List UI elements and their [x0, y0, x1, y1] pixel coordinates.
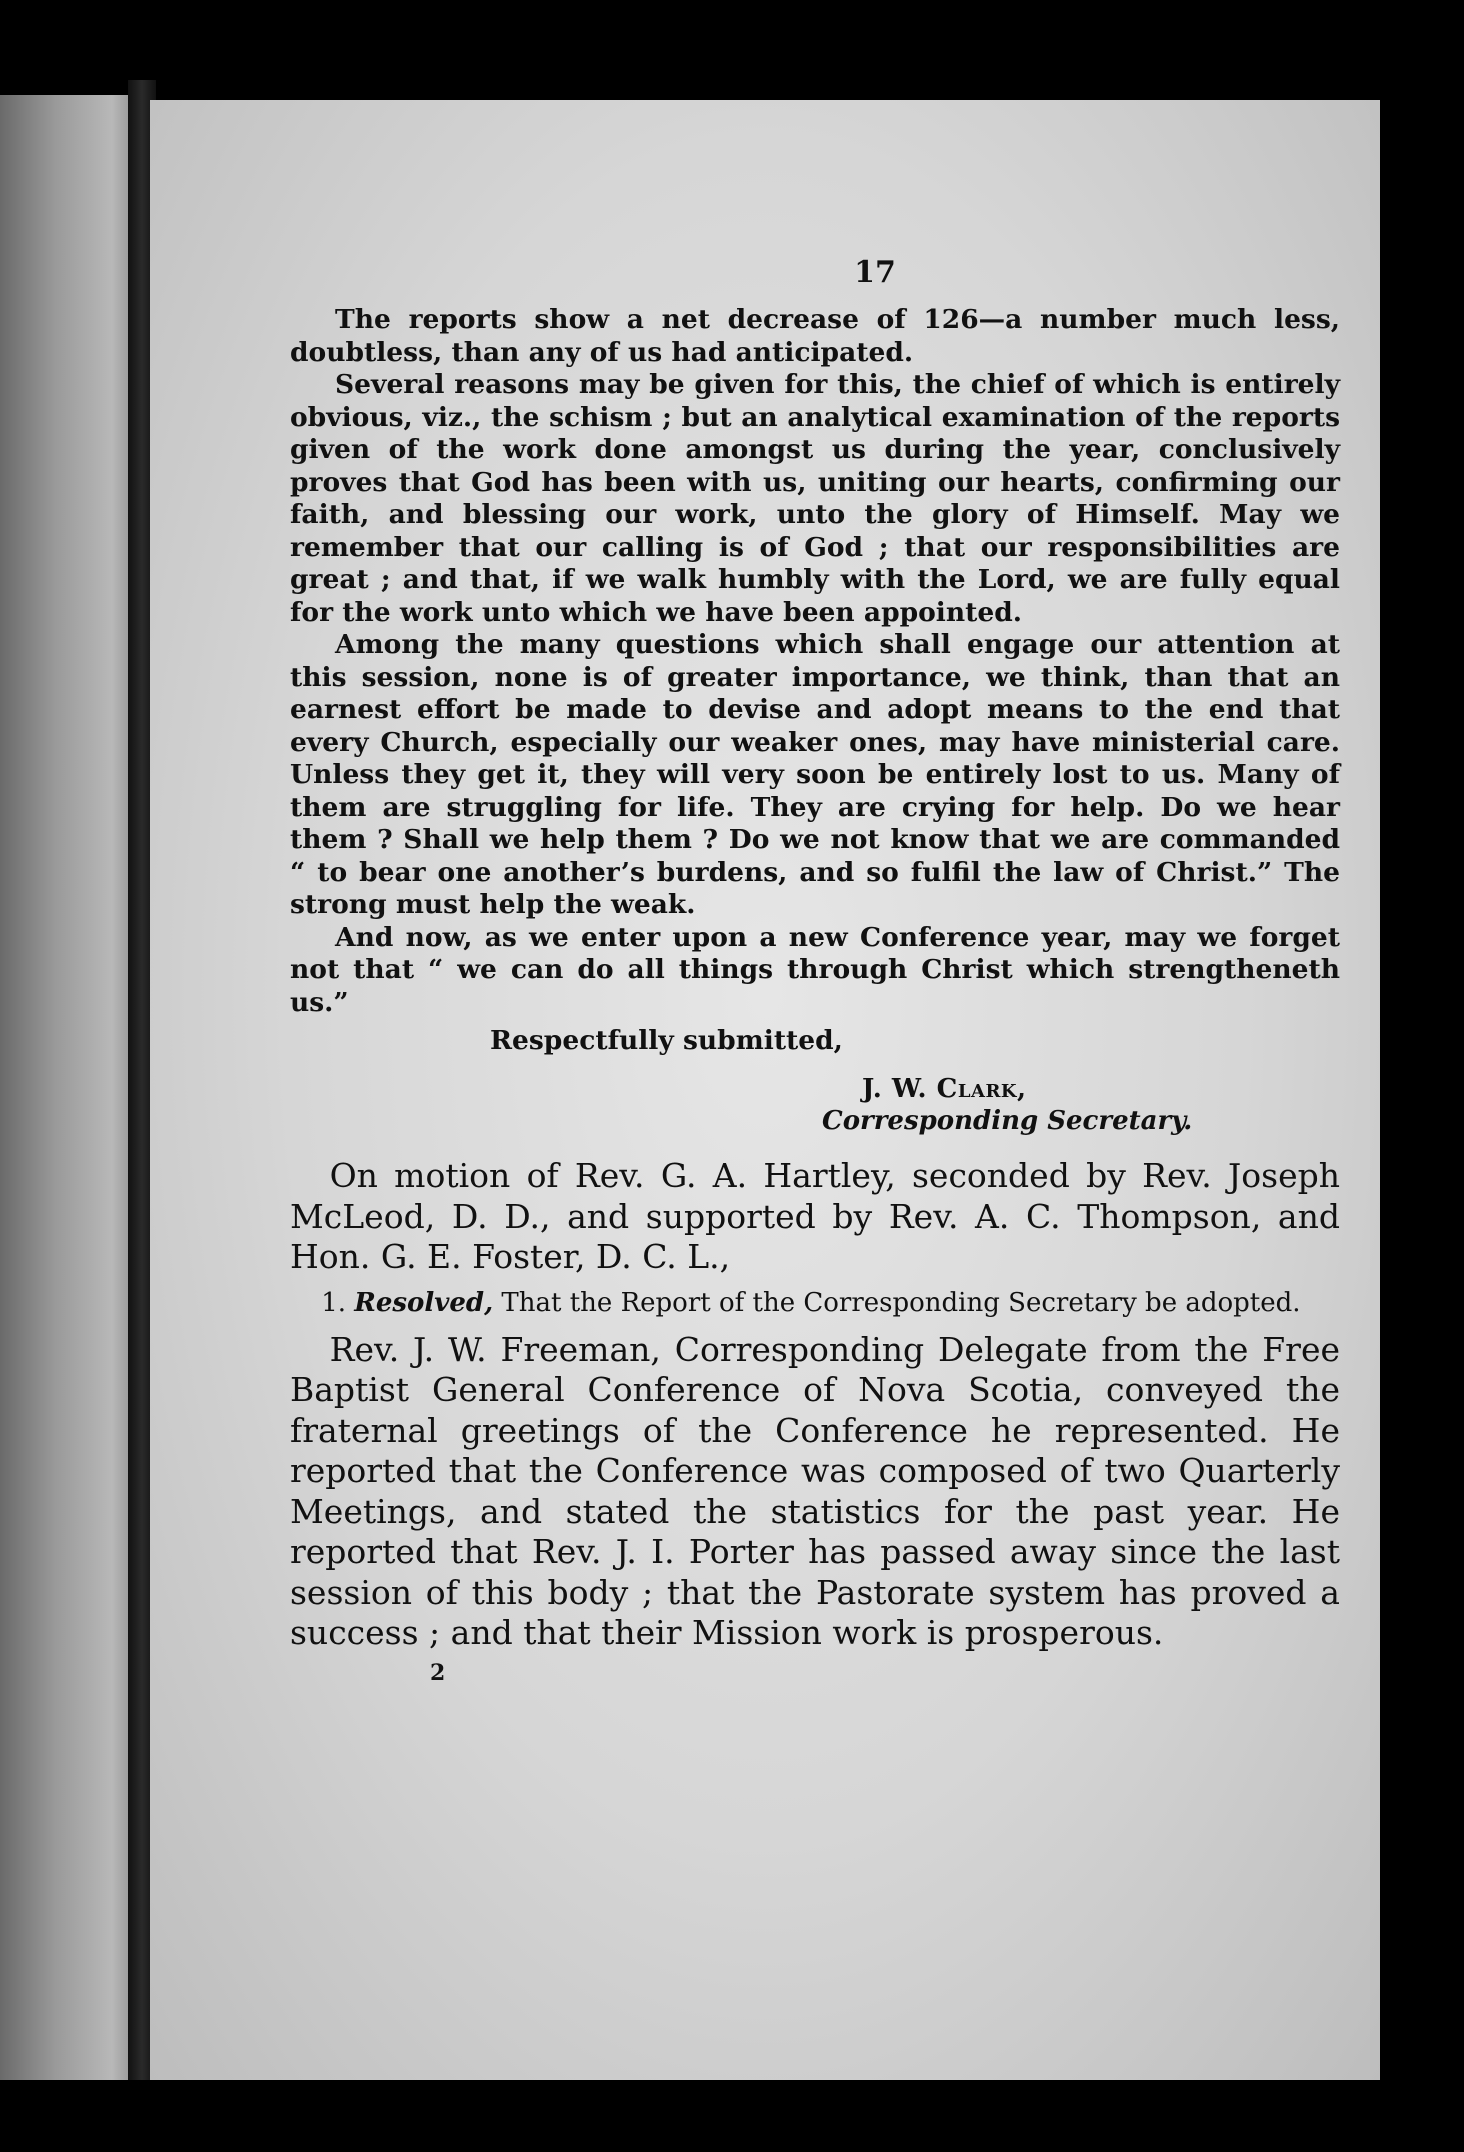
report-paragraph: And now, as we enter upon a new Conference year, may we forget not that “ we can do all things through Christ which strengtheneth us.” [290, 921, 1340, 1018]
resolution-text: That the Report of the Corresponding Secretary be adopted. [501, 1287, 1301, 1318]
signature-name: J. W. Clark, [862, 1074, 1027, 1104]
freeman-paragraph: Rev. J. W. Freeman, Corresponding Delegate from the Free Baptist General Conference of Nova Scotia, conveyed the fraternal greetings of the Conference he represented. He reported that the Conference was composed of two Quarterly Meetings, and stated the statistics for the past year. He reported that Rev. J. I. Porter has passed away since the last session of this body ; that the Pastorate system has proved a success ; and that their Mission work is prosperous. [290, 1329, 1340, 1652]
report-paragraph: The reports show a net decrease of 126—a number much less, doubtless, than any of us had anticipated. [290, 304, 1340, 368]
page-number: 17 [854, 255, 896, 290]
resolution-number: 1. [321, 1287, 346, 1318]
conference-minutes [290, 1156, 1340, 1654]
report-paragraph: Several reasons may be given for this, the chief of which is entirely obvious, viz., the schism ; but an analytical examination of the reports given of the work done amongst us during the year, conclusively proves that God has been with us, uniting our hearts, confirming our faith, and blessing our work, unto the glory of Himself. May we remember that our calling is of God ; that our responsibilities are great ; and that, if we walk humbly with the Lord, we are fully equal for the work unto which we have been appointed. [290, 369, 1340, 628]
signature-title: Corresponding Secretary. [822, 1106, 1193, 1136]
report-paragraph: Among the many questions which shall engage our attention at this session, none is of greater importance, we think, than that an earnest effort be made to devise and adopt means to the end that every Church, especially our weaker ones, may have ministerial care. Unless they get it, they will very soon be entirely lost to us. Many of them are struggling for life. They are crying for help. Do we hear them ? Shall we help them ? Do we not know that we are commanded “ to bear one another’s burdens, and so fulfil the law of Christ.” The strong must help the weak. [290, 629, 1340, 920]
resolution-word: Resolved, [354, 1287, 494, 1318]
printer-signature-mark: 2 [430, 1659, 446, 1686]
motion-paragraph: On motion of Rev. G. A. Hartley, seconded by Rev. Joseph McLeod, D. D., and supported by Rev. A. C. Thompson, and Hon. G. E. Foster, D. C. L., [290, 1156, 1340, 1276]
secretary-report [290, 304, 1340, 1019]
resolution-paragraph [290, 1288, 1340, 1318]
book-page [150, 100, 1380, 2080]
closing-line: Respectfully submitted, [490, 1025, 843, 1056]
page-text [290, 255, 1340, 1686]
facing-page-edge [0, 95, 140, 2080]
